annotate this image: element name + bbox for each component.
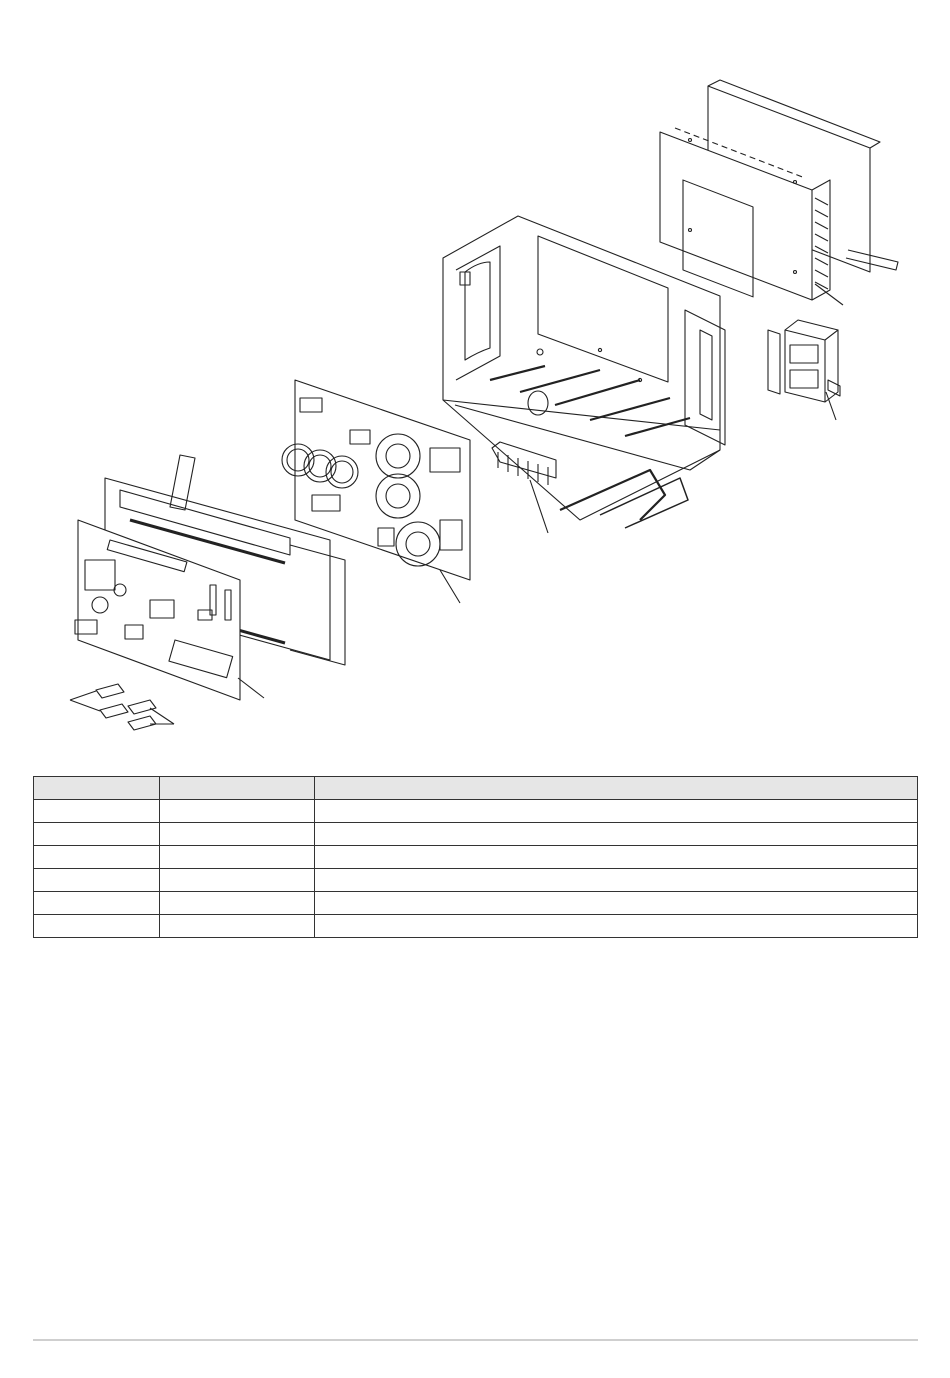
table-cell: [160, 846, 315, 869]
column-header: [160, 777, 315, 800]
table-cell: [160, 869, 315, 892]
fuses: [70, 684, 174, 730]
leader-line-transformer: [826, 392, 836, 420]
column-header: [315, 777, 918, 800]
table-row: [34, 869, 918, 892]
table-row: [34, 892, 918, 915]
table-row: [34, 800, 918, 823]
table-cell: [34, 800, 160, 823]
table-cell: [34, 892, 160, 915]
leader-line-terminal-block: [530, 480, 548, 533]
table-cell: [315, 823, 918, 846]
table-header-row: [34, 777, 918, 800]
table-cell: [160, 823, 315, 846]
table-cell: [315, 869, 918, 892]
table-cell: [34, 869, 160, 892]
table-row: [34, 846, 918, 869]
table-cell: [315, 892, 918, 915]
table-cell: [160, 915, 315, 938]
column-header: [34, 777, 160, 800]
table-cell: [34, 915, 160, 938]
footer-divider: [33, 1339, 918, 1341]
table-row: [34, 823, 918, 846]
leader-line-control-board: [238, 678, 264, 698]
table-cell: [315, 915, 918, 938]
table-cell: [34, 823, 160, 846]
table-cell: [315, 800, 918, 823]
transformer: [768, 320, 840, 402]
table-cell: [160, 892, 315, 915]
parts-table: [33, 776, 918, 938]
table-row: [34, 915, 918, 938]
table-cell: [160, 800, 315, 823]
leader-line-heatsink: [815, 284, 843, 305]
table-cell: [34, 846, 160, 869]
table-cell: [315, 846, 918, 869]
heatsink-assembly: [660, 80, 898, 300]
